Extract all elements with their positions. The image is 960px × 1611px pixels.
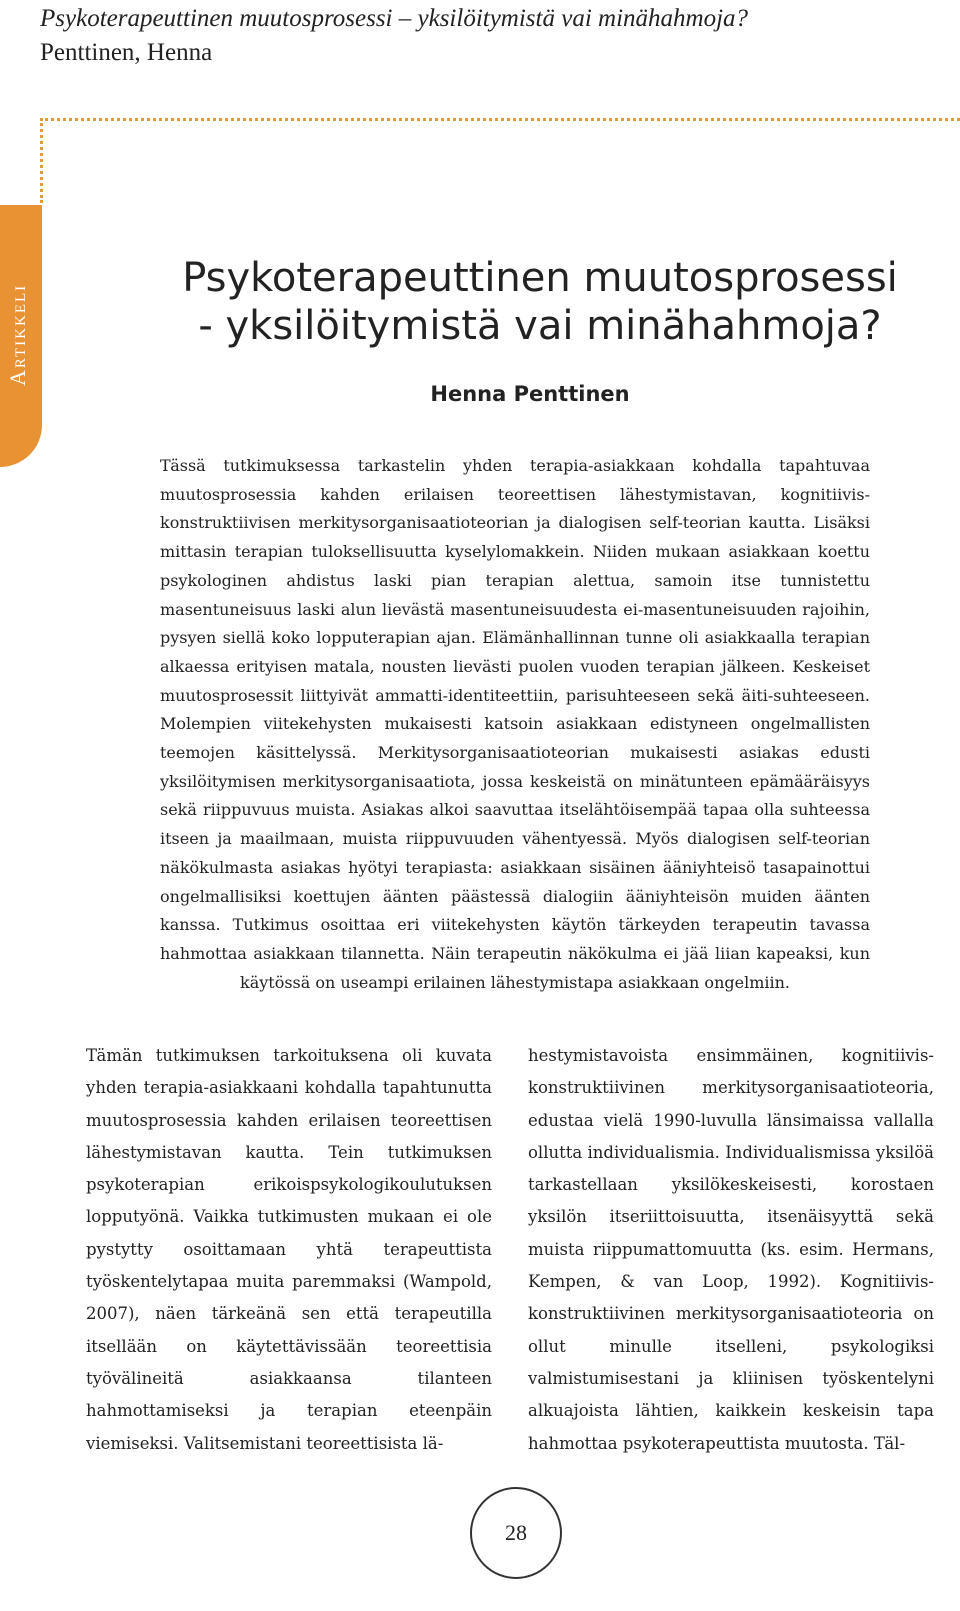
dotted-rule-left	[40, 118, 43, 203]
page-number-text: 28	[505, 1520, 527, 1545]
section-tab-label: Artikkeli	[5, 283, 30, 387]
page-number	[470, 1487, 562, 1579]
running-head	[40, 2, 748, 70]
section-tab	[0, 205, 42, 467]
article-author: Henna Penttinen	[430, 382, 630, 406]
abstract: Tässä tutkimuksessa tarkastelin yhden terapia-asiakkaan kohdalla tapahtuvaa muutosprosessia kahden erilaisen teoreettisen lähestymistavan, kognitiivis-konstruktiivisen merkitysorganisaatioteorian ja dialogisen self-teorian kautta. Lisäksi mittasin terapian tuloksellisuutta kyselylomakkein. Niiden mukaan asiakkaan koettu psykologinen ahdistus laski pian terapian alettua, samoin itse tunnistettu masentuneisuus laski alun lievästä masentuneisuudesta ei-masentuneisuuden rajoihin, pysyen siellä koko lopputerapian ajan. Elämänhallinnan tunne oli asiakkaalla terapian alkaessa erityisen matala, nousten lievästi puolen vuoden terapian jälkeen. Keskeiset muutosprosessit liittyivät ammatti-identiteettiin, parisuhteeseen sekä äiti-suhteeseen. Molempien viitekehysten mukaisesti katsoin asiakkaan edistyneen ongelmallisten teemojen käsittelyssä. Merkitysorganisaatioteorian mukaisesti asiakas edusti yksilöitymisen merkitysorganisaatiota, jossa keskeistä on minätunteen epämääräisyys sekä riippuvuus muista. Asiakas alkoi saavuttaa itselähtöisempää tapaa olla suhteessa itseen ja maailmaan, muista riippuvuuden vähentyessä. Myös dialogisen self-teorian näkökulmasta asiakas hyötyi terapiasta: asiakkaan sisäinen ääniyhteisö tasapainottui ongelmallisiksi koettujen äänten päästessä dialogiin ääniyhteisön muiden äänten kanssa. Tutkimus osoittaa eri viitekehysten käytön tärkeyden terapeutin tavassa hahmottaa asiakkaan tilannetta. Näin terapeutin näkökulma ei jää liian kapeaksi, kun käytössä on useampi erilainen lähestymistapa asiakkaan ongelmiin.	[160, 456, 870, 992]
article-title	[170, 254, 910, 350]
article-title-line-1: Psykoterapeuttinen muutosprosessi	[182, 255, 898, 301]
dotted-rule-top	[40, 118, 960, 121]
body-column-left: Tämän tutkimuksen tarkoituksena oli kuvata yhden terapia-asiakkaani kohdalla tapahtunutta muutosprosessia kahden erilaisen teoreettisen lähestymistavan kautta. Tein tutkimuksen psykoterapian erikoispsykologikoulutuksen lopputyönä. Vaikka tutkimusten mukaan ei ole pystytty osoittamaan yhtä terapeuttista työskentelytapaa muita paremmaksi (Wampold, 2007), näen tärkeänä sen että terapeutilla itsellään on käytettävissään teoreettisia työvälineitä asiakkaansa tilanteen hahmottamiseksi ja terapian eteenpäin viemiseksi. Valitsemistani teoreettisista lä-	[86, 1046, 492, 1453]
running-head-title: Psykoterapeuttinen muutosprosessi – yksilöitymistä vai minähahmoja?	[40, 5, 749, 32]
body-column-right: hestymistavoista ensimmäinen, kognitiivis-konstruktiivinen merkitysorganisaatioteoria, edustaa vielä 1990-luvulla länsimaissa vallalla ollutta individualismia. Individualismissa yksilöä tarkastellaan yksilökeskeisesti, korostaen yksilön itseriittoisuutta, itsenäisyyttä sekä muista riippumattomuutta (ks. esim. Hermans, Kempen, & van Loop, 1992). Kognitiivis-konstruktiivinen merkitysorganisaatioteoria on ollut minulle itselleni, psykologiksi valmistumisestani ja kliinisen työskentelyni alkuajoista lähtien, kaikkein keskeisin tapa hahmottaa psykoterapeuttista muutosta. Täl-	[528, 1046, 934, 1453]
article-title-line-2: - yksilöitymistä vai minähahmoja?	[198, 303, 882, 349]
running-head-author: Penttinen, Henna	[40, 39, 213, 66]
